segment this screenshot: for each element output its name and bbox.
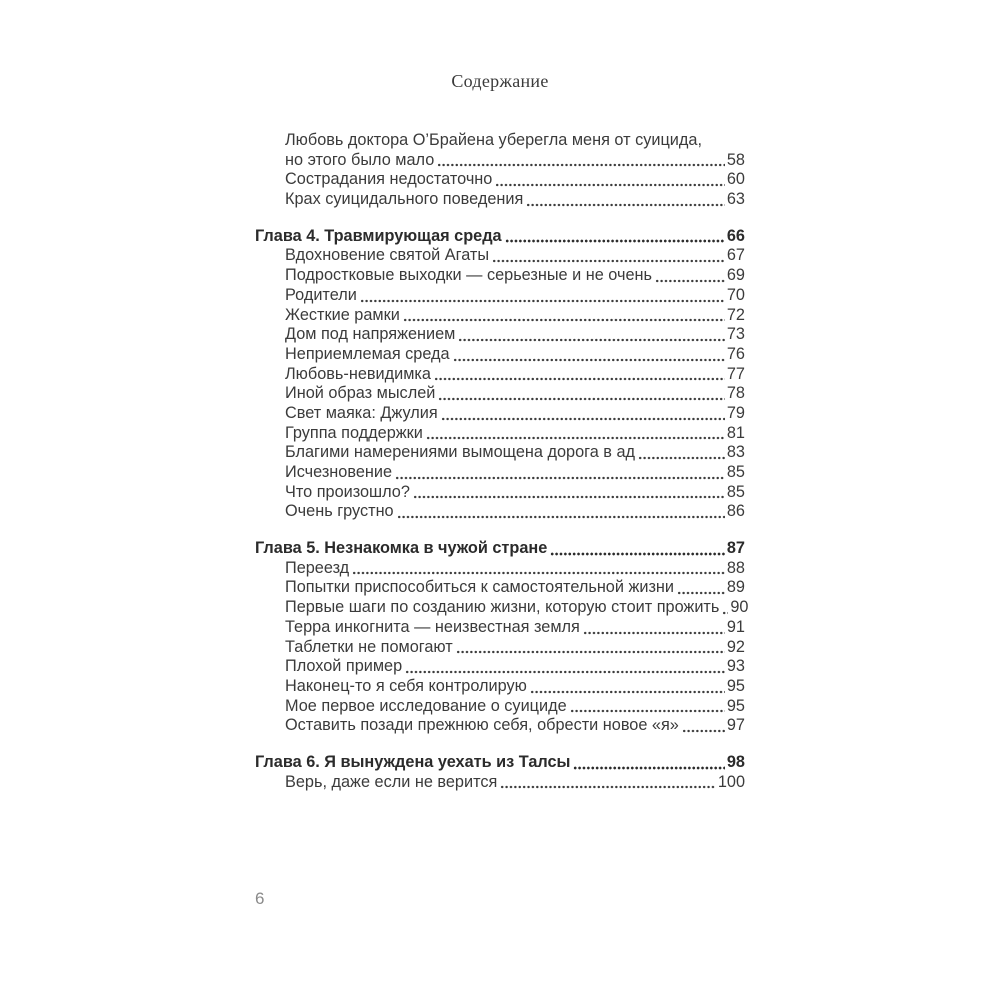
toc-entry-label: Дом под напряжением <box>285 325 456 344</box>
toc-entry-page: 78 <box>726 384 745 403</box>
toc-entry-label: Исчезновение <box>285 463 393 481</box>
dot-leader <box>526 190 725 210</box>
toc-entry <box>255 306 745 326</box>
toc-entry-label: Наконец-то я себя контролирую <box>285 676 527 695</box>
toc-entry-label: Таблетки не помогают <box>285 637 453 656</box>
toc-entry-page: 100 <box>717 772 745 791</box>
dot-leader <box>395 463 725 483</box>
toc-entry-label: Родители <box>285 285 357 304</box>
toc-entry <box>255 170 745 190</box>
toc-entry-page: 95 <box>726 676 745 695</box>
toc-entry-page: 58 <box>726 150 745 169</box>
toc-entry <box>255 539 745 559</box>
toc-entry <box>255 266 745 286</box>
toc-entry-label: Попытки приспособиться к самостоятельной жизни <box>285 578 675 597</box>
toc-entry-label: Плохой пример <box>285 657 403 676</box>
toc-entry <box>255 638 745 658</box>
toc-entry-label: Оставить позади прежнюю себя, обрести новое «я» <box>285 716 679 735</box>
dot-leader <box>583 618 725 638</box>
toc-entry-page: 83 <box>726 443 745 462</box>
toc-entry-label: Неприемлемая среда <box>285 344 450 363</box>
dot-leader <box>638 443 725 463</box>
dot-leader <box>352 559 725 579</box>
toc-entry <box>255 677 745 697</box>
toc-entry <box>255 773 745 793</box>
dot-leader <box>426 424 725 444</box>
toc-entry-page: 97 <box>726 716 745 735</box>
toc-entry-label: Свет маяка: Джулия <box>285 403 438 422</box>
toc-entry-page: 92 <box>726 637 745 656</box>
toc-entry-page: 85 <box>726 463 745 481</box>
dot-leader <box>403 306 725 326</box>
toc-entry-label: Глава 5. Незнакомка в чужой стране <box>255 539 548 558</box>
dot-leader <box>550 539 725 559</box>
page-title: Содержание <box>451 71 549 91</box>
dot-leader <box>360 286 725 306</box>
toc-entry-page: 95 <box>726 696 745 715</box>
toc-entry-page: 72 <box>726 305 745 324</box>
toc-entry-page: 79 <box>726 403 745 422</box>
toc-entry-page: 91 <box>726 617 745 636</box>
toc-entry-label: Верь, даже если не верится <box>285 772 498 791</box>
toc-entry <box>255 227 745 247</box>
dot-leader <box>505 227 725 247</box>
dot-leader <box>492 246 725 266</box>
toc-entry <box>255 131 745 151</box>
dot-leader <box>682 716 725 736</box>
toc-entry-label: Переезд <box>285 558 350 577</box>
dot-leader <box>441 404 725 424</box>
toc-entry-label: Глава 6. Я вынуждена уехать из Талсы <box>255 752 571 771</box>
toc-entry-page: 76 <box>726 344 745 363</box>
toc-entry <box>255 286 745 306</box>
toc-entry-label: Сострадания недостаточно <box>285 170 493 189</box>
toc-entry <box>255 246 745 266</box>
toc-entry-label: Глава 4. Травмирующая среда <box>255 226 502 245</box>
dot-leader <box>438 384 725 404</box>
toc-entry <box>255 578 745 598</box>
toc-entry <box>255 559 745 579</box>
toc-entry-page: 67 <box>726 246 745 265</box>
dot-leader <box>397 502 725 522</box>
toc-entry-page: 93 <box>726 657 745 676</box>
toc-entry-page: 85 <box>726 482 745 501</box>
dot-leader <box>405 657 725 677</box>
toc-entry <box>255 365 745 385</box>
toc-entry-page: 88 <box>726 558 745 577</box>
toc-entry <box>255 483 745 503</box>
toc-entry-label: Очень грустно <box>285 502 394 521</box>
toc-entry <box>255 424 745 444</box>
toc-entry-page: 86 <box>726 502 745 521</box>
toc-entry-page: 63 <box>726 190 745 209</box>
toc-entry-page: 60 <box>726 170 745 189</box>
dot-leader <box>453 345 725 365</box>
toc-entry-page: 69 <box>726 266 745 285</box>
dot-leader <box>437 151 725 171</box>
toc-entry-label: Группа поддержки <box>285 423 423 442</box>
dot-leader <box>413 483 725 503</box>
toc-entry-page: 73 <box>726 325 745 344</box>
toc-entry <box>255 325 745 345</box>
dot-leader <box>495 170 725 190</box>
toc-entry-label: но этого было мало <box>285 150 435 169</box>
toc-entry-page: 87 <box>726 539 745 558</box>
toc-entry-label: Мое первое исследование о суициде <box>285 696 567 715</box>
toc-entry <box>255 657 745 677</box>
toc-entry <box>255 151 745 171</box>
dot-leader <box>573 753 724 773</box>
toc-entry-label: Крах суицидального поведения <box>285 190 524 209</box>
dot-leader <box>530 677 725 697</box>
dot-leader <box>722 598 728 618</box>
toc-entry-label: Жесткие рамки <box>285 305 400 324</box>
toc-entry-label: Вдохновение святой Агаты <box>285 246 490 265</box>
toc-entry <box>255 716 745 736</box>
toc-entry-label: Иной образ мыслей <box>285 384 436 403</box>
toc-entry-page: 98 <box>726 752 745 771</box>
toc-entry-label: Любовь-невидимка <box>285 364 431 383</box>
dot-leader <box>677 578 725 598</box>
toc-entry <box>255 502 745 522</box>
dot-leader <box>570 697 725 717</box>
page-number: 6 <box>255 889 265 908</box>
toc-entry-label: Благими намерениями вымощена дорога в ад <box>285 443 636 462</box>
toc-entry <box>255 443 745 463</box>
toc-entry-page: 90 <box>730 598 749 617</box>
toc-entry-label: Что произошло? <box>285 482 410 501</box>
toc-entry <box>255 753 745 773</box>
toc-entry-page: 77 <box>726 364 745 383</box>
toc-entry <box>255 404 745 424</box>
toc-entry-page: 70 <box>726 285 745 304</box>
toc-entry-page: 89 <box>726 578 745 597</box>
toc-list <box>255 131 749 792</box>
dot-leader <box>655 266 725 286</box>
toc-entry <box>255 463 745 483</box>
toc-entry-page: 81 <box>726 423 745 442</box>
toc-entry-label: Любовь доктора О’Брайена уберегла меня от суицида, <box>285 131 702 149</box>
toc-entry-label: Подростковые выходки — серьезные и не очень <box>285 266 653 285</box>
toc-entry-label: Терра инкогнита — неизвестная земля <box>285 617 580 636</box>
dot-leader <box>458 325 725 345</box>
toc-entry <box>255 190 745 210</box>
toc-entry <box>255 598 749 618</box>
toc-entry <box>255 345 745 365</box>
toc-entry-label: Первые шаги по созданию жизни, которую стоит прожить <box>285 598 720 617</box>
toc-entry-page: 66 <box>726 226 745 245</box>
toc-entry <box>255 697 745 717</box>
dot-leader <box>434 365 725 385</box>
toc-entry <box>255 384 745 404</box>
dot-leader <box>500 773 716 793</box>
dot-leader <box>456 638 725 658</box>
toc-entry <box>255 618 745 638</box>
